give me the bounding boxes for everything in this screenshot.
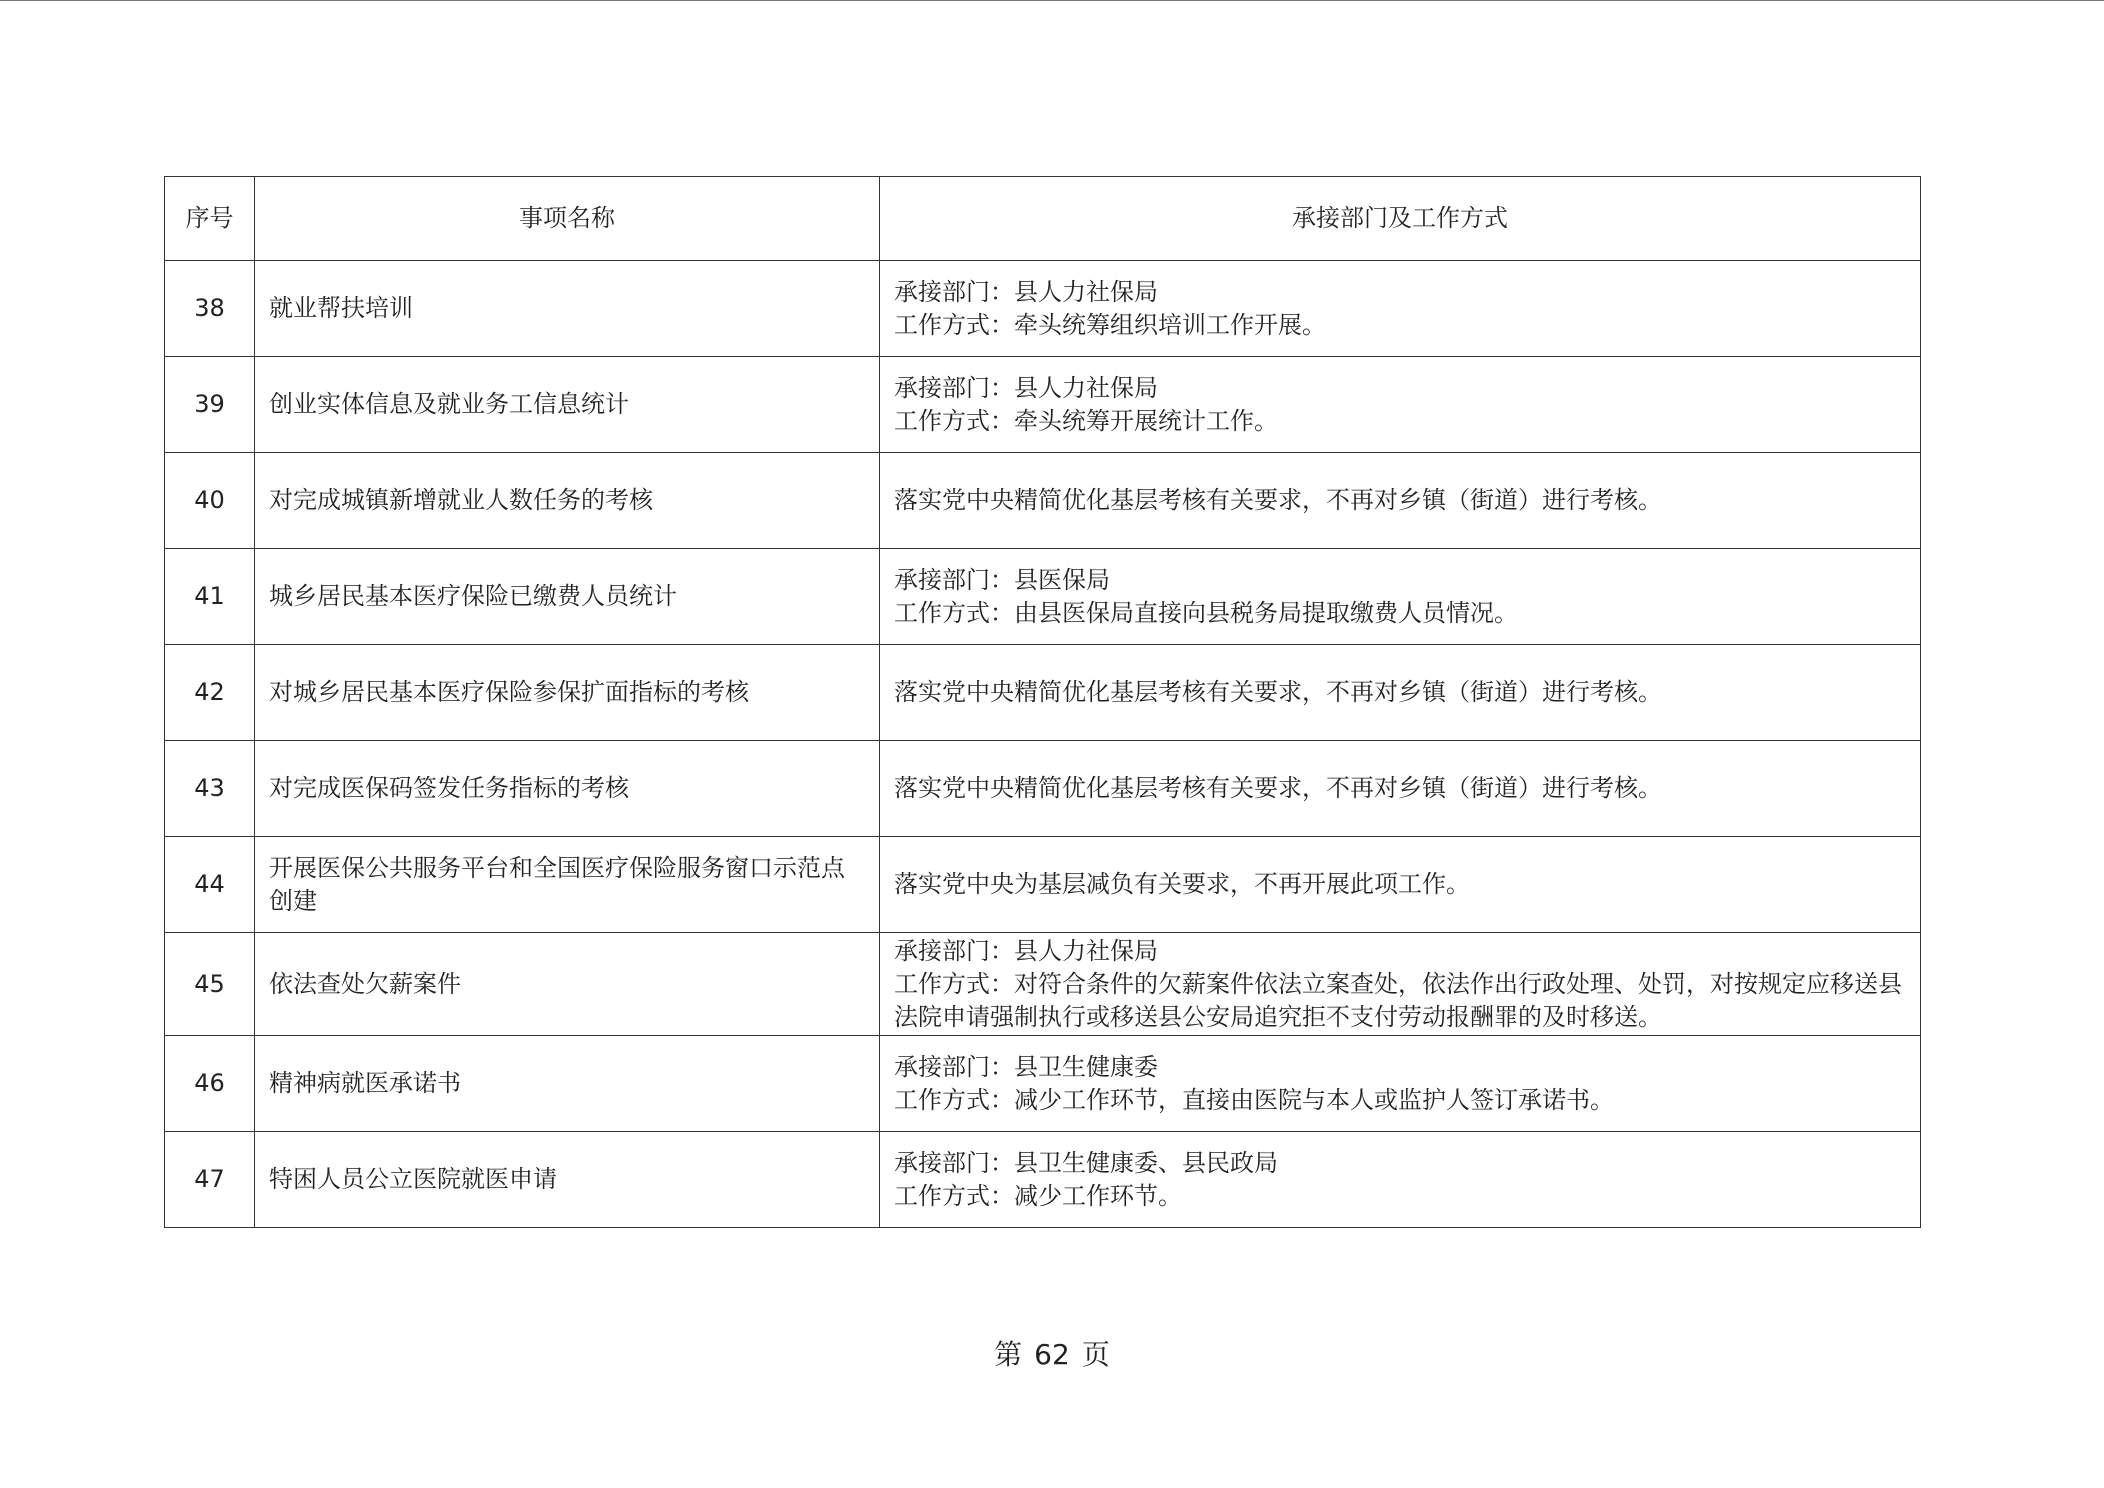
row-matter-name: 就业帮扶培训: [255, 261, 880, 357]
dept-line: 工作方式：减少工作环节。: [894, 1181, 1182, 1210]
dept-line: 承接部门：县人力社保局: [894, 373, 1158, 402]
row-department-method: [880, 1132, 1921, 1228]
table-row: [165, 741, 1921, 837]
dept-line: 承接部门：县卫生健康委: [894, 1052, 1158, 1081]
table-row: [165, 837, 1921, 933]
row-department-method: [880, 1036, 1921, 1132]
row-number: 47: [165, 1132, 255, 1228]
dept-line: 承接部门：县卫生健康委、县民政局: [894, 1148, 1278, 1177]
table-row: [165, 357, 1921, 453]
header-matter-name: 事项名称: [255, 177, 880, 261]
row-department-method: [880, 645, 1921, 741]
table-row: [165, 1036, 1921, 1132]
table-row: [165, 933, 1921, 1036]
row-department-method: [880, 741, 1921, 837]
table-row: [165, 1132, 1921, 1228]
row-matter-name: 对完成医保码签发任务指标的考核: [255, 741, 880, 837]
row-number: 40: [165, 453, 255, 549]
row-department-method: [880, 261, 1921, 357]
table-row: [165, 645, 1921, 741]
dept-line: 承接部门：县医保局: [894, 565, 1110, 594]
dept-line: 落实党中央为基层减负有关要求，不再开展此项工作。: [894, 870, 1470, 898]
row-number: 45: [165, 933, 255, 1036]
page-top-rule: [0, 0, 2104, 1]
table-row: [165, 549, 1921, 645]
dept-line: 工作方式：对符合条件的欠薪案件依法立案查处，依法作出行政处理、处罚，对按规定应移送县法院申请强制执行或移送县公安局追究拒不支付劳动报酬罪的及时移送。: [894, 969, 1902, 1031]
row-department-method: [880, 549, 1921, 645]
dept-line: 工作方式：减少工作环节，直接由医院与本人或监护人签订承诺书。: [894, 1085, 1614, 1114]
row-matter-name: 城乡居民基本医疗保险已缴费人员统计: [255, 549, 880, 645]
dept-line: 承接部门：县人力社保局: [894, 936, 1158, 965]
dept-line: 工作方式：牵头统筹组织培训工作开展。: [894, 310, 1326, 339]
row-matter-name: 开展医保公共服务平台和全国医疗保险服务窗口示范点创建: [255, 837, 880, 933]
dept-line: 落实党中央精简优化基层考核有关要求，不再对乡镇（街道）进行考核。: [894, 678, 1662, 706]
row-matter-name: 对完成城镇新增就业人数任务的考核: [255, 453, 880, 549]
row-department-method: [880, 453, 1921, 549]
table-row: [165, 453, 1921, 549]
page-number: 62: [1034, 1338, 1070, 1371]
dept-line: 承接部门：县人力社保局: [894, 277, 1158, 306]
page-suffix: 页: [1081, 1338, 1110, 1371]
row-department-method: [880, 357, 1921, 453]
row-matter-name: 精神病就医承诺书: [255, 1036, 880, 1132]
dept-line: 落实党中央精简优化基层考核有关要求，不再对乡镇（街道）进行考核。: [894, 774, 1662, 802]
row-matter-name: 特困人员公立医院就医申请: [255, 1132, 880, 1228]
row-department-method: [880, 837, 1921, 933]
row-number: 44: [165, 837, 255, 933]
matters-table: [164, 176, 1921, 1228]
row-number: 39: [165, 357, 255, 453]
page-number-footer: [0, 1333, 2104, 1373]
page-prefix: 第: [994, 1338, 1023, 1371]
dept-line: 工作方式：牵头统筹开展统计工作。: [894, 406, 1278, 435]
row-number: 43: [165, 741, 255, 837]
table-row: [165, 261, 1921, 357]
row-number: 42: [165, 645, 255, 741]
header-department-method: 承接部门及工作方式: [880, 177, 1921, 261]
row-number: 38: [165, 261, 255, 357]
dept-line: 落实党中央精简优化基层考核有关要求，不再对乡镇（街道）进行考核。: [894, 486, 1662, 514]
table-header-row: [165, 177, 1921, 261]
dept-line: 工作方式：由县医保局直接向县税务局提取缴费人员情况。: [894, 598, 1518, 627]
row-department-method: [880, 933, 1921, 1036]
row-number: 46: [165, 1036, 255, 1132]
row-matter-name: 对城乡居民基本医疗保险参保扩面指标的考核: [255, 645, 880, 741]
header-serial-number: 序号: [165, 177, 255, 261]
row-number: 41: [165, 549, 255, 645]
row-matter-name: 创业实体信息及就业务工信息统计: [255, 357, 880, 453]
row-matter-name: 依法查处欠薪案件: [255, 933, 880, 1036]
